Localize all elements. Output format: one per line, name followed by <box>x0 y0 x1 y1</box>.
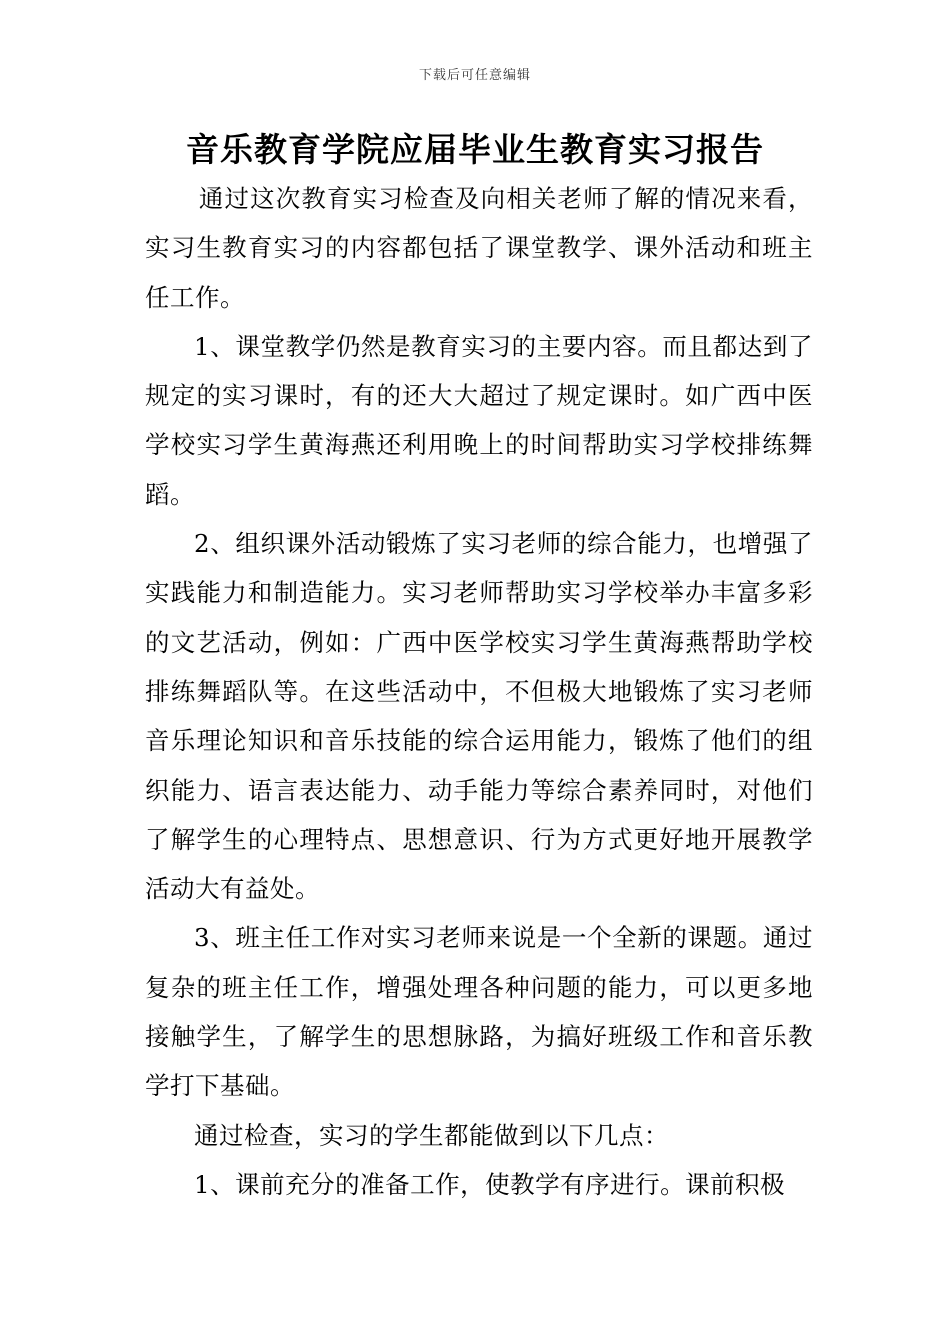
document-body <box>145 174 813 1209</box>
paragraph-classroom-teaching: 1、课堂教学仍然是教育实习的主要内容。而且都达到了规定的实习课时，有的还大大超过了规定课时。如广西中医学校实习学生黄海燕还利用晚上的时间帮助实习学校排练舞蹈。 <box>145 331 813 509</box>
paragraph-extracurricular: 2、组织课外活动锻炼了实习老师的综合能力，也增强了实践能力和制造能力。实习老师帮助实习学校举办丰富多彩的文艺活动，例如：广西中医学校实习学生黄海燕帮助学校排练舞蹈队等。在这些活动中，不但极大地锻炼了实习老师音乐理论知识和音乐技能的综合运用能力，锻炼了他们的组织能力、语言表达能力、动手能力等综合素养同时，对他们了解学生的心理特点、思想意识、行为方式更好地开展教学活动大有益处。 <box>145 529 813 904</box>
paragraph-intro: 通过这次教育实习检查及向相关老师了解的情况来看，实习生教育实习的内容都包括了课堂教学、课外活动和班主任工作。 <box>145 184 813 312</box>
paragraph-class-teacher: 3、班主任工作对实习老师来说是一个全新的课题。通过复杂的班主任工作，增强处理各种问题的能力，可以更多地接触学生，了解学生的思想脉路，为搞好班级工作和音乐教学打下基础。 <box>145 923 813 1101</box>
paragraph-preparation: 1、课前充分的准备工作，使教学有序进行。课前积极 <box>194 1169 786 1199</box>
document-title: 音乐教育学院应届毕业生教育实习报告 <box>186 130 764 169</box>
paragraph-inspection-summary: 通过检查，实习的学生都能做到以下几点： <box>194 1120 669 1150</box>
header-note: 下载后可任意编辑 <box>418 68 531 83</box>
